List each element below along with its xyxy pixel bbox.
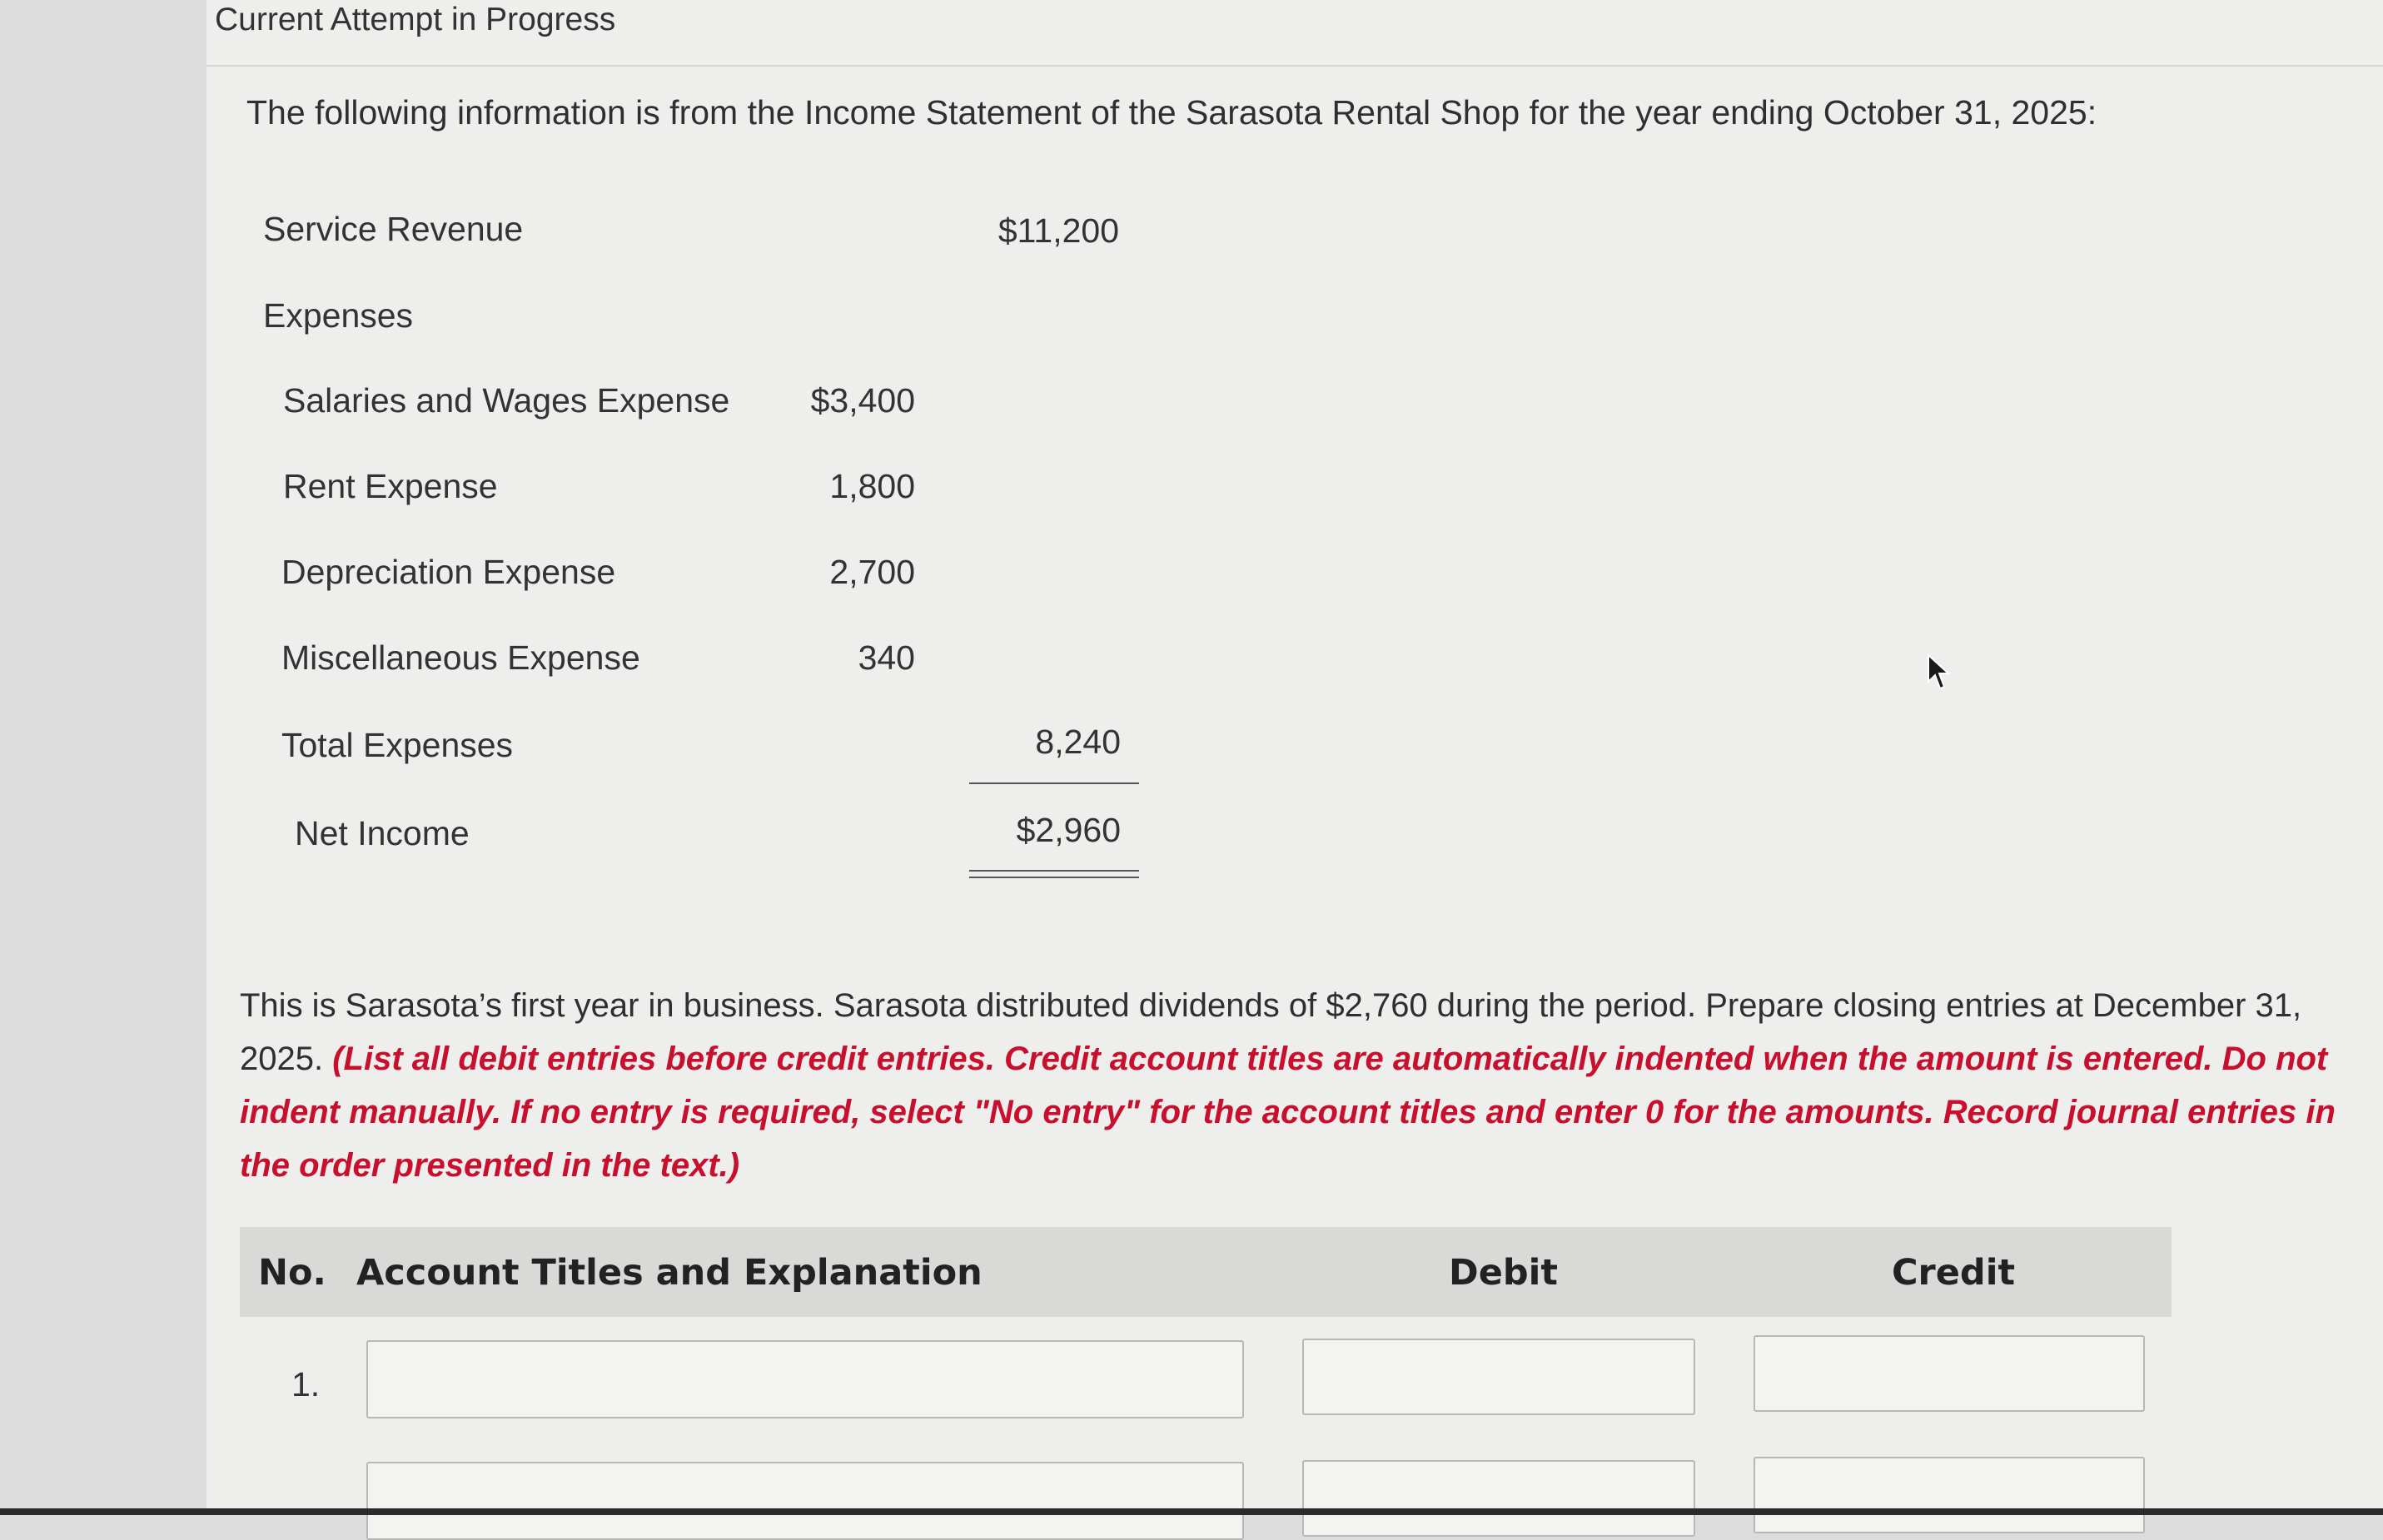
net-income-amount: $2,960 bbox=[1016, 811, 1121, 849]
double-underline-top bbox=[969, 870, 1139, 872]
double-underline-bottom bbox=[969, 877, 1139, 878]
journal-table-header bbox=[240, 1227, 2172, 1317]
total-expenses-label: Total Expenses bbox=[281, 726, 514, 764]
col-header-no: No. bbox=[258, 1252, 326, 1294]
expense-label: Depreciation Expense bbox=[281, 553, 616, 591]
instructions-text: This is Sarasota’s first year in business. Sarasota distributed dividends of $2,760 during the period. Prepare closing entries at December 31, 2025. bbox=[240, 987, 2302, 1077]
col-header-account: Account Titles and Explanation bbox=[356, 1252, 983, 1294]
expense-label: Rent Expense bbox=[283, 467, 498, 505]
bottom-edge bbox=[0, 1508, 2383, 1515]
credit-input[interactable] bbox=[1754, 1335, 2145, 1412]
attempt-status-title: Current Attempt in Progress bbox=[215, 2, 616, 37]
credit-input[interactable] bbox=[1754, 1457, 2145, 1533]
debit-input[interactable] bbox=[1302, 1339, 1695, 1415]
mouse-pointer-icon bbox=[1927, 653, 1952, 696]
problem-intro: The following information is from the Income Statement of the Sarasota Rental Shop for the year ending October 31, 2025: bbox=[246, 93, 2097, 132]
col-header-debit: Debit bbox=[1449, 1252, 1558, 1294]
service-revenue-amount: $11,200 bbox=[997, 211, 1119, 250]
net-income-label: Net Income bbox=[295, 814, 470, 852]
expense-amount: 340 bbox=[858, 638, 915, 677]
expense-label: Salaries and Wages Expense bbox=[283, 381, 730, 420]
debit-input[interactable] bbox=[1302, 1460, 1695, 1537]
account-title-input[interactable] bbox=[366, 1462, 1244, 1540]
account-title-input[interactable] bbox=[366, 1340, 1244, 1418]
total-expenses-amount: 8,240 bbox=[1035, 723, 1121, 761]
expense-amount: $3,400 bbox=[810, 381, 915, 420]
instructions-emphasis: (List all debit entries before credit entries. Credit account titles are automatically indented when the amount is entered. Do not indent manually. If no entry is required, select "No entry" for the account titles and enter 0 for the amounts. Record journal entries in the order presented in the text.) bbox=[240, 1041, 2336, 1184]
expenses-heading: Expenses bbox=[263, 296, 414, 335]
service-revenue-label: Service Revenue bbox=[263, 210, 524, 248]
header-divider bbox=[206, 65, 2383, 67]
expense-amount: 1,800 bbox=[829, 467, 915, 505]
instructions bbox=[240, 979, 2355, 1192]
expense-label: Miscellaneous Expense bbox=[281, 638, 640, 677]
entry-number: 1. bbox=[291, 1365, 321, 1403]
total-underline bbox=[969, 782, 1139, 784]
col-header-credit: Credit bbox=[1892, 1252, 2016, 1294]
expense-amount: 2,700 bbox=[829, 553, 915, 591]
